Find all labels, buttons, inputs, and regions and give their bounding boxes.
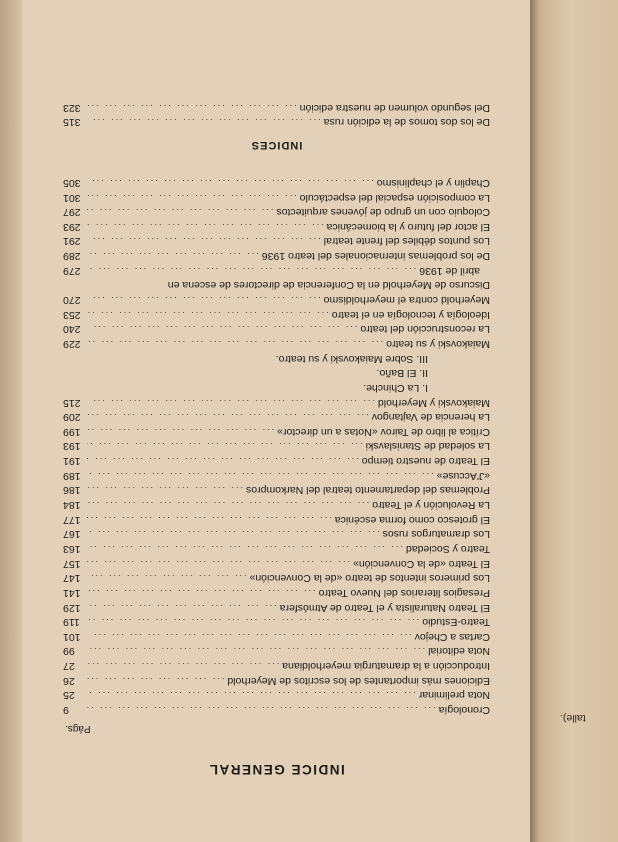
previous-page-edge	[0, 0, 22, 842]
dot-leader	[87, 468, 437, 483]
toc-entry	[63, 644, 490, 659]
dot-leader	[87, 205, 276, 220]
page-title: INDICE GENERAL	[208, 762, 345, 777]
toc-entry-title: Meyerhold contra el meyerholdismo	[323, 294, 490, 307]
dot-leader	[87, 439, 366, 454]
toc-entry-page: 101	[63, 630, 81, 643]
toc-entry-title: La reconstrucción del teatro	[360, 323, 490, 336]
toc-entry	[63, 322, 490, 337]
toc-entries-final	[63, 175, 490, 263]
toc-entry	[63, 307, 490, 322]
toc-entry	[63, 248, 490, 263]
dot-leader	[87, 585, 319, 600]
toc-entry-title: Del segundo volumen de nuestra edición	[299, 101, 490, 114]
toc-entry-page: 189	[63, 469, 81, 482]
toc-entry	[63, 571, 490, 586]
toc-entry-title: Discurso de Meyerhold en la Conferencia de directores de escena en	[167, 279, 490, 292]
toc-entry-title: Teatro y Sociedad	[405, 542, 490, 555]
toc-entry-page: 141	[63, 586, 81, 599]
toc-entry-title: Los primeros intentos de teatro «de la Convención»	[249, 572, 490, 585]
toc-entry-page: 26	[63, 674, 75, 687]
facing-page-text-fragment: talle).	[560, 712, 586, 724]
toc-entry-title: Los dramaturgos rusos	[382, 528, 490, 541]
toc-entry-title: El Teatro «de la Convención»	[353, 557, 490, 570]
toc-entry-title: El actor del futuro y la biomecánica	[326, 220, 490, 233]
toc-entry-page: 215	[63, 396, 81, 409]
pages-column-label: Págs.	[65, 723, 91, 734]
toc-entry	[63, 395, 490, 410]
maiakovski-subitems	[63, 351, 490, 395]
toc-entry-title: Problemas del departamento teatral del Narkompros	[246, 484, 490, 497]
toc-subitem: II. El Baño.	[376, 367, 428, 380]
toc-entry-discurso	[63, 263, 490, 292]
dot-leader	[87, 307, 332, 322]
dot-leader	[87, 629, 415, 644]
rotated-page-content	[22, 0, 530, 842]
toc-entry	[63, 541, 490, 556]
toc-entry	[63, 439, 490, 454]
toc-entry	[63, 453, 490, 468]
dot-leader	[87, 556, 353, 571]
toc-entry-page: 315	[63, 116, 81, 129]
dot-leader	[87, 541, 406, 556]
toc-entry	[63, 410, 490, 425]
toc-entry-title: Ediciones más importantes de los escritos de Meyerhold	[227, 674, 490, 687]
toc-entry	[63, 424, 490, 439]
toc-entry	[63, 497, 490, 512]
toc-entry	[63, 585, 490, 600]
table-of-contents	[63, 100, 490, 782]
book-page	[22, 0, 530, 842]
toc-entry-title-continued: abril de 1936	[419, 264, 480, 277]
toc-entry-title: El Teatro de nuestro tiempo	[361, 455, 490, 468]
toc-entry	[63, 702, 490, 717]
toc-entry-title: Maiakovski y Meyerhold	[377, 396, 490, 409]
dot-leader	[87, 658, 282, 673]
toc-entry-title: Nota editorial	[428, 645, 490, 658]
toc-entry-title: Los puntos débiles del frente teatral	[323, 235, 490, 248]
dot-leader	[87, 219, 327, 234]
toc-entry-page: 147	[63, 572, 81, 585]
dot-leader	[87, 673, 227, 688]
toc-entry-continuation	[63, 263, 490, 278]
toc-entry-page: 305	[63, 176, 81, 189]
dot-leader	[87, 644, 428, 659]
toc-entry	[63, 175, 490, 190]
toc-entry	[63, 190, 490, 205]
toc-entry-title: La composición espacial del espectáculo	[299, 191, 490, 204]
toc-entry	[63, 688, 490, 703]
toc-entry-page: 293	[63, 220, 81, 233]
toc-entry-page: 186	[63, 484, 81, 497]
toc-entry-page: 229	[63, 338, 81, 350]
toc-entries-continued	[63, 292, 490, 351]
dot-leader	[87, 571, 250, 586]
toc-entry	[63, 658, 490, 673]
toc-entry-title: Presagios literarios del Nuevo Teatro	[318, 586, 490, 599]
toc-entry-page: 291	[63, 235, 81, 248]
dot-leader	[87, 175, 377, 190]
toc-entry	[63, 629, 490, 644]
toc-entry-title: El Teatro Naturalista y el Teatro de Atmósfera	[279, 601, 490, 614]
toc-entry-page: 297	[63, 206, 81, 219]
toc-entry-page: 193	[63, 440, 81, 453]
toc-entry-title: La herencia de Vajtangov	[371, 411, 490, 424]
dot-leader	[87, 248, 262, 263]
toc-entry	[63, 292, 490, 307]
toc-entry	[63, 205, 490, 220]
toc-entry-title: La soledad de Stanislavski	[365, 440, 490, 453]
indices-heading: INDICES	[250, 139, 303, 152]
toc-entry-title: Teatro-Estudio	[422, 616, 490, 629]
dot-leader	[87, 190, 300, 205]
dot-leader	[87, 512, 335, 527]
dot-leader	[87, 115, 324, 130]
toc-entry	[63, 512, 490, 527]
toc-entry-page: 184	[63, 499, 81, 512]
toc-entry-title: Ideología y tecnología en el teatro	[331, 308, 490, 321]
dot-leader	[87, 497, 372, 512]
toc-entry-page: 253	[63, 308, 81, 321]
toc-entry-page: 191	[63, 455, 81, 468]
toc-entry-page: 177	[63, 513, 81, 526]
toc-entry	[63, 336, 490, 351]
toc-entry-title: Cartas a Chejov	[414, 630, 490, 643]
toc-entry-title: Coloquio con un grupo de jóvenes arquitectos	[276, 206, 490, 219]
toc-entry-page: 289	[63, 250, 81, 263]
toc-subitem: III. Sobre Maiakovski y su teatro.	[275, 352, 428, 365]
dot-leader	[87, 336, 386, 351]
dot-leader	[87, 688, 419, 703]
toc-entry-page: 199	[63, 425, 81, 438]
dot-leader	[87, 453, 362, 468]
dot-leader	[87, 527, 383, 542]
toc-entry	[63, 527, 490, 542]
dot-leader	[87, 395, 378, 410]
toc-entry	[63, 556, 490, 571]
indices-entries	[63, 100, 490, 129]
toc-entry-page: 129	[63, 601, 81, 614]
toc-entry-page: 163	[63, 542, 81, 555]
toc-entry-page: 209	[63, 411, 81, 424]
toc-entry	[63, 483, 490, 498]
dot-leader	[87, 702, 439, 717]
dot-leader	[87, 100, 300, 115]
toc-entry	[63, 468, 490, 483]
toc-entry-title: El grotesco como forma escénica	[334, 513, 490, 526]
toc-entry	[63, 673, 490, 688]
toc-entry-page: 119	[63, 616, 80, 629]
toc-entry	[63, 600, 490, 615]
toc-entry	[63, 219, 490, 234]
toc-entry-page: 323	[63, 101, 81, 114]
toc-entry-title: Cronología	[438, 704, 490, 717]
toc-entry-page: 9	[63, 704, 69, 717]
toc-entry-page: 25	[63, 689, 75, 702]
toc-entries	[63, 395, 490, 717]
toc-entry-title: Chaplin y el chaplinismo	[376, 176, 490, 189]
dot-leader	[87, 322, 360, 337]
toc-entry-page: 279	[63, 264, 81, 277]
toc-entry-page: 167	[63, 528, 81, 541]
dot-leader	[87, 410, 372, 425]
toc-entry-title: Maiakovski y su teatro	[386, 338, 490, 350]
toc-entry-title: Introducción a la dramaturgia meyerholdiana	[282, 660, 490, 673]
toc-entry-page: 270	[63, 294, 81, 307]
toc-entry	[63, 234, 490, 249]
dot-leader	[87, 424, 277, 439]
toc-subitem: I. La Chinche.	[363, 381, 428, 394]
dot-leader	[87, 263, 419, 278]
dot-leader	[87, 615, 422, 630]
dot-leader	[87, 292, 324, 307]
toc-entry-page: 27	[63, 660, 75, 673]
toc-entry-title: Nota preliminar	[418, 689, 490, 702]
toc-entry-title: La Revolución y el Teatro	[372, 499, 490, 512]
toc-entry-page: 240	[63, 323, 81, 336]
toc-entry-title: De los dos tomos de la edición rusa	[323, 116, 490, 129]
dot-leader	[87, 600, 280, 615]
toc-entry	[63, 615, 490, 630]
dot-leader	[87, 483, 246, 498]
toc-entry	[63, 100, 490, 115]
toc-entry-title: Crítica al libro de Tairov «Notas a un director»	[277, 425, 490, 438]
toc-entry-page: 157	[63, 557, 81, 570]
dot-leader	[87, 234, 324, 249]
toc-entry-page: 301	[63, 191, 81, 204]
toc-entry-title: De los problemas internacionales del teatro 1936	[261, 250, 490, 263]
toc-entry-page: 99	[63, 645, 75, 658]
toc-entry-title: «J'Accuse»	[436, 469, 490, 482]
toc-entry	[63, 115, 490, 130]
